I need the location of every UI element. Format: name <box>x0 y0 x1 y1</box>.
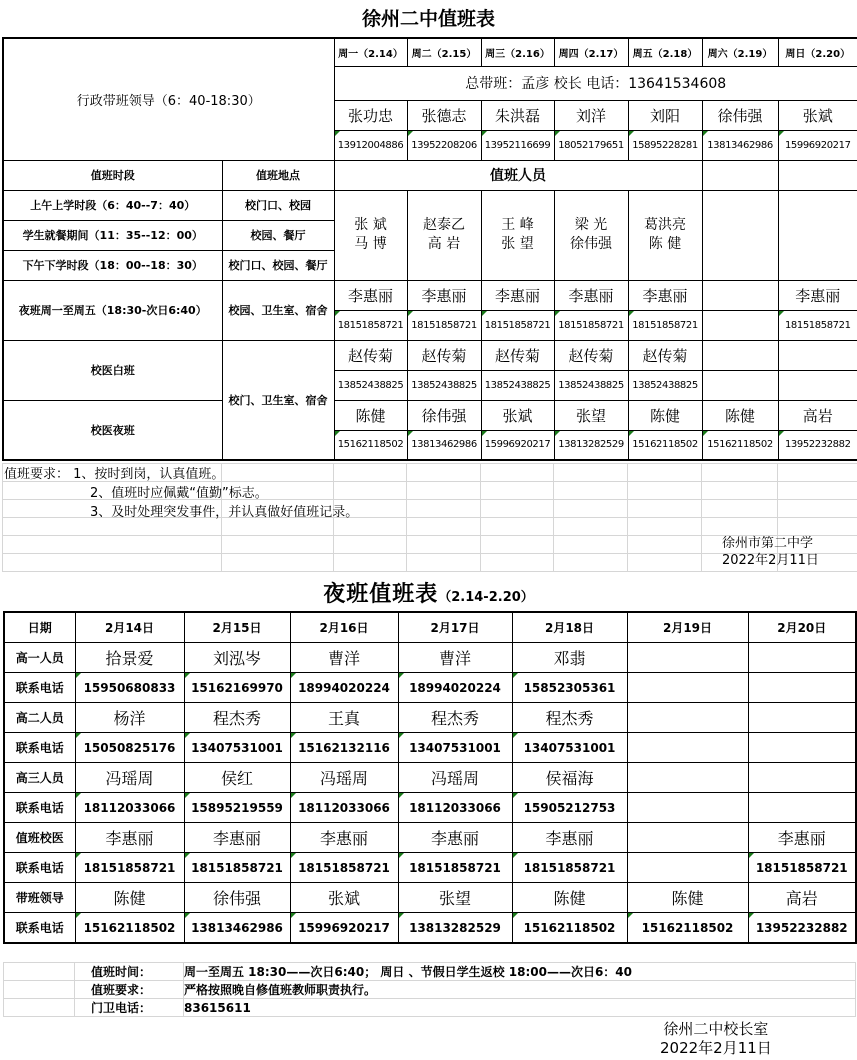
row-label: 联系电话 <box>4 853 75 883</box>
place-header: 值班地点 <box>222 160 334 190</box>
note-label: 门卫电话： <box>75 999 184 1017</box>
night-staff-name: 李惠丽 <box>407 280 481 310</box>
signature-org: 徐州市第二中学 <box>722 536 814 551</box>
date-header: 2月19日 <box>627 612 748 643</box>
doctor-day-phone: 13852438825 <box>554 370 628 400</box>
duty-roster-table <box>2 37 857 461</box>
duty-person: 陈健 <box>75 883 184 913</box>
duty-phone: 13407531001 <box>398 733 512 763</box>
date-header: 2月18日 <box>512 612 627 643</box>
doctor-night-name: 高岩 <box>778 400 857 430</box>
duty-phone <box>748 793 856 823</box>
requirement-line: 3、及时处理突发事件，并认真做好值班记录。 <box>90 505 359 520</box>
leader-name: 朱洪磊 <box>481 100 554 130</box>
duty-person: 杨洋 <box>75 703 184 733</box>
doctor-day-name: 赵传菊 <box>407 340 481 370</box>
note-label: 值班要求： <box>75 981 184 999</box>
duty-person <box>748 763 856 793</box>
doctor-night-phone: 15162118502 <box>628 430 702 460</box>
duty-phone: 13407531001 <box>512 733 627 763</box>
duty-person: 曹洋 <box>398 643 512 673</box>
duty-person: 冯瑶周 <box>398 763 512 793</box>
row-label: 值班校医 <box>4 823 75 853</box>
night-roster-row <box>4 673 856 703</box>
doctor-night-phone: 13813462986 <box>407 430 481 460</box>
night-staff-name: 李惠丽 <box>481 280 554 310</box>
duty-person: 张望 <box>398 883 512 913</box>
duty-person: 王真 <box>290 703 398 733</box>
duty-person: 李惠丽 <box>748 823 856 853</box>
duty-phone: 18112033066 <box>290 793 398 823</box>
duty-person: 李惠丽 <box>398 823 512 853</box>
doctor-day-phone: 13852438825 <box>481 370 554 400</box>
note-label: 值班时间： <box>75 963 184 981</box>
day-staff-cell <box>628 190 702 280</box>
night-staff-name: 李惠丽 <box>554 280 628 310</box>
duty-phone: 15162132116 <box>290 733 398 763</box>
day-staff-cell <box>407 190 481 280</box>
duty-person: 程杰秀 <box>398 703 512 733</box>
duty-person <box>748 703 856 733</box>
staff-name: 高 岩 <box>427 236 461 252</box>
duty-person <box>627 703 748 733</box>
duty-phone <box>748 733 856 763</box>
night-roster-row <box>4 853 856 883</box>
signature-org: 徐州二中校长室 <box>663 1020 769 1038</box>
leader-phone: 13952208206 <box>407 130 481 160</box>
empty-cell <box>778 160 857 190</box>
night-staff-name: 李惠丽 <box>334 280 407 310</box>
night-staff-phone: 18151858721 <box>554 310 628 340</box>
date-header: 2月16日 <box>290 612 398 643</box>
night-roster-row <box>4 733 856 763</box>
leader-phone: 13912004886 <box>334 130 407 160</box>
leader-name: 徐伟强 <box>702 100 778 130</box>
period-place: 校门口、校园 <box>222 190 334 220</box>
principal-office-signature <box>660 1020 772 1058</box>
duty-person: 李惠丽 <box>184 823 290 853</box>
requirement-line: 2、值班时应佩戴“值勤”标志。 <box>90 486 268 501</box>
doctor-night-name: 徐伟强 <box>407 400 481 430</box>
duty-phone: 18151858721 <box>184 853 290 883</box>
doctor-night-name: 陈健 <box>334 400 407 430</box>
duty-phone: 15050825176 <box>75 733 184 763</box>
day-header: 周六（2.19） <box>702 38 778 66</box>
day-staff-cell <box>554 190 628 280</box>
admin-leader-label: 行政带班领导（6：40-18:30） <box>3 38 334 160</box>
duty-phone: 18151858721 <box>398 853 512 883</box>
empty-cell <box>702 190 778 280</box>
doctor-day-label: 校医白班 <box>3 340 222 400</box>
doctor-day-name <box>702 340 778 370</box>
notes-spacer <box>4 963 75 981</box>
duty-phone: 18994020224 <box>290 673 398 703</box>
duty-requirements <box>4 465 358 522</box>
day-header: 周五（2.18） <box>628 38 702 66</box>
leader-phone: 15895228281 <box>628 130 702 160</box>
doctor-day-name: 赵传菊 <box>628 340 702 370</box>
duty-person: 刘泓岑 <box>184 643 290 673</box>
night-staff-phone: 18151858721 <box>628 310 702 340</box>
duty-phone: 18151858721 <box>748 853 856 883</box>
duty-phone <box>627 793 748 823</box>
period-label: 上午上学时段（6：40--7：40） <box>3 190 222 220</box>
night-roster-range: （2.14-2.20） <box>438 590 534 605</box>
duty-phone: 18112033066 <box>398 793 512 823</box>
day-staff-cell <box>481 190 554 280</box>
night-roster-row <box>4 763 856 793</box>
doctor-night-label: 校医夜班 <box>3 400 222 460</box>
doctor-place: 校门、卫生室、宿舍 <box>222 340 334 460</box>
night-staff-name <box>702 280 778 310</box>
duty-person <box>748 643 856 673</box>
duty-phone: 18151858721 <box>75 853 184 883</box>
signature-date: 2022年2月11日 <box>722 553 819 568</box>
doctor-day-phone: 13852438825 <box>334 370 407 400</box>
leader-phone: 15996920217 <box>778 130 857 160</box>
night-roster-title-text: 夜班值班表 <box>323 582 439 607</box>
day-header: 周一（2.14） <box>334 38 407 66</box>
night-roster-row <box>4 793 856 823</box>
night-roster-row <box>4 643 856 673</box>
notes-spacer <box>4 999 75 1017</box>
duty-phone <box>748 673 856 703</box>
duty-person: 侯福海 <box>512 763 627 793</box>
duty-person: 陈健 <box>627 883 748 913</box>
doctor-night-phone: 15162118502 <box>702 430 778 460</box>
night-roster-row <box>4 703 856 733</box>
period-label: 学生就餐期间（11：35--12：00） <box>3 220 222 250</box>
doctor-night-phone: 13813282529 <box>554 430 628 460</box>
date-header: 2月14日 <box>75 612 184 643</box>
day-staff-cell <box>334 190 407 280</box>
note-text: 严格按照晚自修值班教师职责执行。 <box>184 981 856 999</box>
row-label: 高一人员 <box>4 643 75 673</box>
duty-person: 冯瑶周 <box>290 763 398 793</box>
night-shift-label: 夜班周一至周五（18:30-次日6:40） <box>3 280 222 340</box>
doctor-night-phone: 15162118502 <box>334 430 407 460</box>
duty-phone: 18151858721 <box>290 853 398 883</box>
notes-spacer <box>4 981 75 999</box>
night-shift-place: 校园、卫生室、宿舍 <box>222 280 334 340</box>
staff-header: 值班人员 <box>334 160 702 190</box>
duty-phone: 15950680833 <box>75 673 184 703</box>
doctor-night-name: 张望 <box>554 400 628 430</box>
duty-phone: 13813282529 <box>398 913 512 944</box>
leader-phone: 13952116699 <box>481 130 554 160</box>
staff-name: 梁 光 <box>574 217 608 233</box>
duty-phone: 13952232882 <box>748 913 856 944</box>
staff-name: 张 望 <box>501 236 534 252</box>
duty-phone: 13407531001 <box>184 733 290 763</box>
duty-phone: 15162169970 <box>184 673 290 703</box>
row-label: 高三人员 <box>4 763 75 793</box>
doctor-night-name: 陈健 <box>628 400 702 430</box>
leader-name: 刘洋 <box>554 100 628 130</box>
date-header: 2月15日 <box>184 612 290 643</box>
duty-person: 冯瑶周 <box>75 763 184 793</box>
period-label: 下午下学时段（18：00--18：30） <box>3 250 222 280</box>
period-header: 值班时段 <box>3 160 222 190</box>
date-header-label: 日期 <box>4 612 75 643</box>
row-label: 联系电话 <box>4 733 75 763</box>
leader-name: 张功忠 <box>334 100 407 130</box>
duty-phone: 18112033066 <box>75 793 184 823</box>
night-roster-row <box>4 823 856 853</box>
day-header: 周二（2.15） <box>407 38 481 66</box>
date-header: 2月17日 <box>398 612 512 643</box>
duty-phone: 18994020224 <box>398 673 512 703</box>
doctor-day-name <box>778 340 857 370</box>
school-signature <box>722 535 819 569</box>
staff-name: 赵泰乙 <box>423 217 465 233</box>
doctor-day-name: 赵传菊 <box>554 340 628 370</box>
staff-name: 葛洪亮 <box>644 217 686 233</box>
staff-name: 徐伟强 <box>570 236 612 252</box>
duty-person <box>627 823 748 853</box>
duty-phone: 13813462986 <box>184 913 290 944</box>
row-label: 联系电话 <box>4 913 75 944</box>
row-label: 高二人员 <box>4 703 75 733</box>
duty-person: 曹洋 <box>290 643 398 673</box>
duty-person <box>627 763 748 793</box>
duty-phone <box>627 673 748 703</box>
duty-person: 李惠丽 <box>75 823 184 853</box>
leader-phone: 18052179651 <box>554 130 628 160</box>
duty-person <box>627 643 748 673</box>
night-notes <box>3 962 856 1017</box>
doctor-day-phone: 13852438825 <box>407 370 481 400</box>
duty-person: 陈健 <box>512 883 627 913</box>
night-staff-phone: 18151858721 <box>407 310 481 340</box>
duty-person: 程杰秀 <box>184 703 290 733</box>
period-place: 校园、餐厅 <box>222 220 334 250</box>
row-label: 联系电话 <box>4 793 75 823</box>
duty-person: 高岩 <box>748 883 856 913</box>
row-label: 带班领导 <box>4 883 75 913</box>
duty-person: 张斌 <box>290 883 398 913</box>
doctor-night-name: 张斌 <box>481 400 554 430</box>
doctor-night-phone: 13952232882 <box>778 430 857 460</box>
period-place: 校门口、校园、餐厅 <box>222 250 334 280</box>
doctor-night-name: 陈健 <box>702 400 778 430</box>
leader-phone: 13813462986 <box>702 130 778 160</box>
duty-phone: 15162118502 <box>512 913 627 944</box>
leader-name: 张斌 <box>778 100 857 130</box>
doctor-day-phone: 13852438825 <box>628 370 702 400</box>
day-header: 周三（2.16） <box>481 38 554 66</box>
night-staff-phone: 18151858721 <box>778 310 857 340</box>
night-staff-phone: 18151858721 <box>334 310 407 340</box>
doctor-night-phone: 15996920217 <box>481 430 554 460</box>
duty-person: 侯红 <box>184 763 290 793</box>
empty-cell <box>702 160 778 190</box>
duty-phone: 15852305361 <box>512 673 627 703</box>
doctor-day-phone <box>702 370 778 400</box>
duty-person: 李惠丽 <box>290 823 398 853</box>
empty-cell <box>778 190 857 280</box>
night-roster-title <box>0 578 857 611</box>
duty-phone: 15895219559 <box>184 793 290 823</box>
staff-name: 马 博 <box>354 236 387 252</box>
duty-person: 邓翡 <box>512 643 627 673</box>
duty-roster-title: 徐州二中值班表 <box>361 8 495 30</box>
duty-person: 徐伟强 <box>184 883 290 913</box>
night-staff-phone <box>702 310 778 340</box>
duty-phone: 15162118502 <box>75 913 184 944</box>
duty-phone <box>627 853 748 883</box>
note-text: 周一至周五 18:30——次日6:40； 周日 、节假日学生返校 18:00——次日6：40 <box>184 963 856 981</box>
staff-name: 陈 健 <box>648 236 682 252</box>
staff-name: 王 峰 <box>501 217 534 233</box>
doctor-day-name: 赵传菊 <box>481 340 554 370</box>
night-roster-row <box>4 913 856 944</box>
chief-duty-line: 总带班：孟彦 校长 电话：13641534608 <box>334 66 857 100</box>
date-header: 2月20日 <box>748 612 856 643</box>
night-staff-phone: 18151858721 <box>481 310 554 340</box>
night-roster-row <box>4 883 856 913</box>
day-header: 周四（2.17） <box>554 38 628 66</box>
doctor-day-name: 赵传菊 <box>334 340 407 370</box>
duty-phone: 15996920217 <box>290 913 398 944</box>
leader-name: 刘阳 <box>628 100 702 130</box>
leader-name: 张德志 <box>407 100 481 130</box>
duty-phone: 18151858721 <box>512 853 627 883</box>
note-text: 83615611 <box>184 999 856 1017</box>
duty-person: 程杰秀 <box>512 703 627 733</box>
requirement-line: 值班要求： 1、按时到岗，认真值班。 <box>4 467 225 482</box>
night-roster-table <box>3 611 857 944</box>
duty-person: 李惠丽 <box>512 823 627 853</box>
doctor-day-phone <box>778 370 857 400</box>
duty-phone: 15905212753 <box>512 793 627 823</box>
duty-phone <box>627 733 748 763</box>
staff-name: 张 斌 <box>354 217 387 233</box>
night-staff-name: 李惠丽 <box>778 280 857 310</box>
day-header: 周日（2.20） <box>778 38 857 66</box>
night-staff-name: 李惠丽 <box>628 280 702 310</box>
row-label: 联系电话 <box>4 673 75 703</box>
duty-person: 拾景爱 <box>75 643 184 673</box>
duty-phone: 15162118502 <box>627 913 748 944</box>
signature-date: 2022年2月11日 <box>660 1039 772 1057</box>
